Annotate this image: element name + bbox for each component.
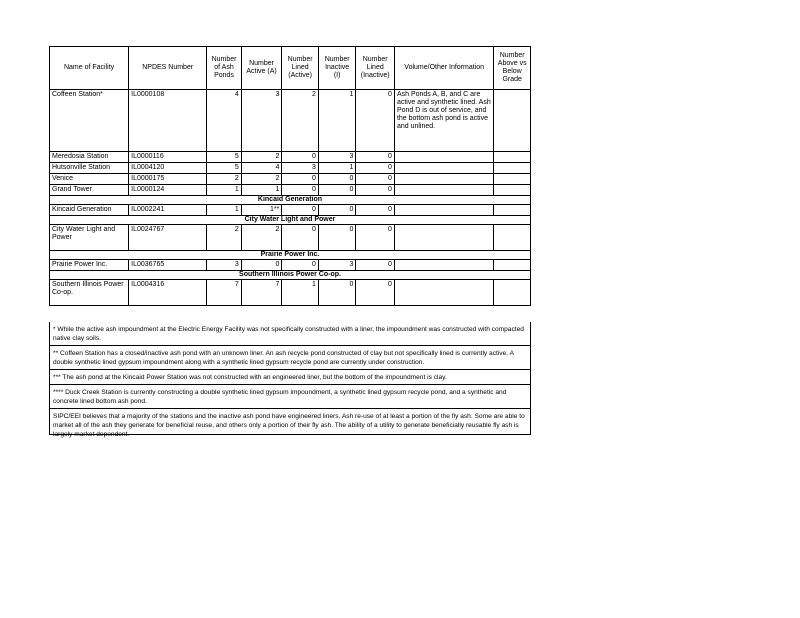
cell-lined-active: 0 [282, 152, 319, 163]
ash-pond-table [49, 46, 531, 306]
cell-lined-inactive: 0 [356, 152, 395, 163]
cell-npdes: IL0004316 [129, 280, 207, 306]
cell-facility: Venice [50, 174, 129, 185]
cell-inactive: 0 [318, 205, 356, 216]
cell-volume-info [394, 280, 493, 306]
cell-volume-info [394, 174, 493, 185]
table-row [50, 280, 531, 306]
cell-facility: Coffeen Station* [50, 90, 129, 152]
cell-volume-info [394, 260, 493, 271]
cell-inactive: 0 [318, 185, 356, 196]
table-header-row [50, 47, 531, 90]
group-header-row [50, 216, 531, 225]
cell-facility: Kincaid Generation [50, 205, 129, 216]
cell-volume-info [394, 205, 493, 216]
table-row [50, 225, 531, 251]
cell-volume-info [394, 163, 493, 174]
col-header-lined-active: Number Lined (Active) [282, 47, 319, 90]
cell-ash-ponds: 2 [207, 225, 242, 251]
cell-above-below [494, 152, 531, 163]
cell-lined-active: 3 [282, 163, 319, 174]
cell-lined-inactive: 0 [356, 205, 395, 216]
cell-lined-inactive: 0 [356, 260, 395, 271]
table-row [50, 163, 531, 174]
cell-lined-active: 0 [282, 205, 319, 216]
col-header-active: Number Active (A) [241, 47, 282, 90]
cell-lined-active: 0 [282, 225, 319, 251]
footnote: ** Coffeen Station has a closed/inactive ash pond with an unknown liner. An ash recycle pond constructed of clay but not specifically lined is currently active. A double synthetic lined gypsum impoundment along with a synthetic lined gypsum recycle pond are currently under construction. [50, 346, 530, 370]
table-row [50, 152, 531, 163]
cell-npdes: IL0002241 [129, 205, 207, 216]
footnote: **** Duck Creek Station is currently constructing a double synthetic lined gypsum impoundment, a synthetic lined gypsum recycle pond, and a synthetic and concrete lined bottom ash pond. [50, 385, 530, 409]
cell-inactive: 1 [318, 90, 356, 152]
cell-ash-ponds: 1 [207, 205, 242, 216]
cell-lined-active: 0 [282, 185, 319, 196]
table-row [50, 174, 531, 185]
group-label: City Water Light and Power [50, 216, 531, 225]
cell-facility: Prairie Power Inc. [50, 260, 129, 271]
cell-npdes: IL0024767 [129, 225, 207, 251]
cell-inactive: 0 [318, 225, 356, 251]
cell-ash-ponds: 7 [207, 280, 242, 306]
group-header-row [50, 251, 531, 260]
cell-active: 2 [241, 225, 282, 251]
col-header-ash-ponds: Number of Ash Ponds [207, 47, 242, 90]
cell-npdes: IL0000175 [129, 174, 207, 185]
cell-ash-ponds: 5 [207, 152, 242, 163]
group-label: Prairie Power Inc. [50, 251, 531, 260]
cell-active: 4 [241, 163, 282, 174]
group-label: Kincaid Generation [50, 196, 531, 205]
table-row [50, 260, 531, 271]
cell-active: 3 [241, 90, 282, 152]
cell-inactive: 0 [318, 280, 356, 306]
cell-ash-ponds: 2 [207, 174, 242, 185]
cell-above-below [494, 280, 531, 306]
col-header-facility: Name of Facility [50, 47, 129, 90]
cell-inactive: 3 [318, 260, 356, 271]
cell-ash-ponds: 1 [207, 185, 242, 196]
table-row [50, 90, 531, 152]
col-header-npdes: NPDES Number [129, 47, 207, 90]
group-label: Southern Illinois Power Co-op. [50, 271, 531, 280]
cell-above-below [494, 185, 531, 196]
cell-lined-active: 0 [282, 260, 319, 271]
cell-lined-inactive: 0 [356, 225, 395, 251]
col-header-inactive: Number Inactive (I) [318, 47, 356, 90]
cell-ash-ponds: 4 [207, 90, 242, 152]
cell-lined-active: 2 [282, 90, 319, 152]
cell-npdes: IL0036765 [129, 260, 207, 271]
cell-above-below [494, 225, 531, 251]
cell-inactive: 3 [318, 152, 356, 163]
cell-lined-active: 1 [282, 280, 319, 306]
cell-lined-inactive: 0 [356, 174, 395, 185]
cell-lined-inactive: 0 [356, 280, 395, 306]
cell-lined-active: 0 [282, 174, 319, 185]
cell-lined-inactive: 0 [356, 163, 395, 174]
table-row [50, 205, 531, 216]
cell-ash-ponds: 5 [207, 163, 242, 174]
footnotes [49, 322, 531, 438]
cell-facility: Southern Illinois Power Co-op. [50, 280, 129, 306]
cell-above-below [494, 174, 531, 185]
cell-npdes: IL0004120 [129, 163, 207, 174]
cell-facility: Hutsonville Station [50, 163, 129, 174]
group-header-row [50, 196, 531, 205]
cell-active: 1** [241, 205, 282, 216]
footnote: *** The ash pond at the Kincaid Power Station was not constructed with an engineered liner, but the bottom of the impoundment is clay. [50, 370, 530, 385]
cell-inactive: 1 [318, 163, 356, 174]
col-header-lined-inactive: Number Lined (Inactive) [356, 47, 395, 90]
col-header-above-below: Number Above vs Below Grade [494, 47, 531, 90]
cell-above-below [494, 205, 531, 216]
footnote: SIPC/EEI believes that a majority of the stations and the inactive ash pond have engineered liners. Ash re-use of at least a portion of the fly ash. Some are able to market all of the ash they generate for beneficial reuse, and others only a portion of their fly ash. The ability of a utility to generate beneficially reusable fly ash is largely market dependent. [53, 413, 525, 438]
cell-active: 1 [241, 185, 282, 196]
cell-active: 0 [241, 260, 282, 271]
cell-above-below [494, 90, 531, 152]
cell-volume-info [394, 152, 493, 163]
cell-facility: Grand Tower [50, 185, 129, 196]
cell-npdes: IL0000116 [129, 152, 207, 163]
cell-above-below [494, 163, 531, 174]
cell-active: 7 [241, 280, 282, 306]
cell-active: 2 [241, 174, 282, 185]
cell-volume-info [394, 185, 493, 196]
cell-npdes: IL0000108 [129, 90, 207, 152]
col-header-volume-info: Volume/Other Information [394, 47, 493, 90]
cell-lined-inactive: 0 [356, 90, 395, 152]
cell-ash-ponds: 3 [207, 260, 242, 271]
cell-facility: Meredosia Station [50, 152, 129, 163]
cell-npdes: IL0000124 [129, 185, 207, 196]
cell-active: 2 [241, 152, 282, 163]
ash-pond-table-sheet [49, 46, 531, 438]
cell-inactive: 0 [318, 174, 356, 185]
cell-facility: City Water Light and Power [50, 225, 129, 251]
table-row [50, 185, 531, 196]
group-header-row [50, 271, 531, 280]
footnote: * While the active ash impoundment at the Electric Energy Facility was not specifically constructed with a liner, the impoundment was constructed with compacted native clay soils. [50, 322, 530, 346]
cell-above-below [494, 260, 531, 271]
cell-volume-info [394, 225, 493, 251]
cell-volume-info: Ash Ponds A, B, and C are active and synthetic lined. Ash Pond D is out of service, and the bottom ash pond is active and unlined. [394, 90, 493, 152]
cell-lined-inactive: 0 [356, 185, 395, 196]
